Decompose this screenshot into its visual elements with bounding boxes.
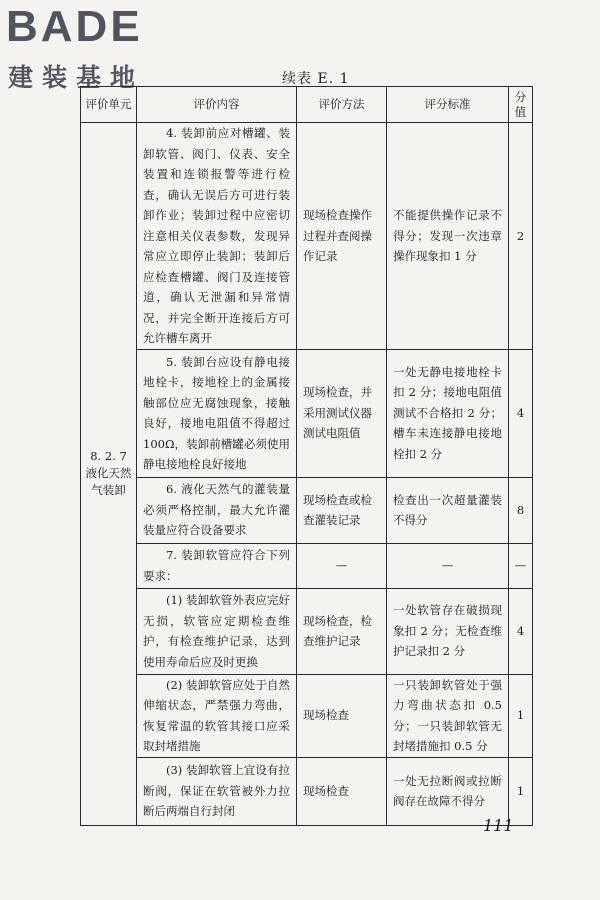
table-header-row (81, 87, 533, 123)
table-caption: 续表 E. 1 (282, 71, 350, 87)
content-cell: (3) 装卸软管上宜设有拉断阀，保证在软管被外力拉断后两端自行封闭 (137, 757, 297, 825)
table-row (81, 588, 533, 674)
header-score: 分值 (509, 87, 533, 123)
criteria-cell: 一处无拉断阀或拉断阀存在故障不得分 (387, 757, 509, 825)
score-cell: 1 (509, 757, 533, 825)
header-criteria: 评分标准 (387, 87, 509, 123)
page-number: 111 (483, 816, 514, 835)
content-cell: 6. 液化天然气的灌装量必须严格控制，最大允许灌装量应符合设备要求 (137, 477, 297, 543)
criteria-cell: — (387, 543, 509, 588)
criteria-cell: 检查出一次超量灌装不得分 (387, 477, 509, 543)
criteria-cell: 一处无静电接地栓卡扣 2 分；接地电阻值测试不合格扣 2 分；槽车未连接静电接地栓扣 2 分 (387, 349, 509, 477)
unit-name: 液化天然气装卸 (85, 466, 132, 498)
table-row (81, 757, 533, 825)
criteria-cell: 不能提供操作记录不得分；发现一次违章操作现象扣 1 分 (387, 123, 509, 350)
score-cell: 4 (509, 349, 533, 477)
content-cell: (2) 装卸软管应处于自然伸缩状态，严禁强力弯曲，恢复常温的软管其接口应采取封堵措施 (137, 674, 297, 757)
header-content: 评价内容 (137, 87, 297, 123)
brand-logo-subtitle: 建装基地 (8, 63, 145, 92)
table-row (81, 477, 533, 543)
method-cell: 现场检查操作过程并查阅操作记录 (297, 123, 387, 350)
method-cell: 现场检查 (297, 674, 387, 757)
table-row (81, 674, 533, 757)
brand-logo: BADE (6, 2, 143, 51)
content-cell: (1) 装卸软管外表应完好无损，软管应定期检查维护，有检查维护记录，达到使用寿命后应及时更换 (137, 588, 297, 674)
content-cell: 7. 装卸软管应符合下列要求： (137, 543, 297, 588)
unit-cell (81, 123, 137, 826)
table-row (81, 123, 533, 350)
criteria-cell: 一只装卸软管处于强力弯曲状态扣 0.5 分；一只装卸软管无封堵措施扣 0.5 分 (387, 674, 509, 757)
table-row (81, 543, 533, 588)
criteria-cell: 一处软管存在破损现象扣 2 分；无检查维护记录扣 2 分 (387, 588, 509, 674)
score-cell: 8 (509, 477, 533, 543)
header-unit: 评价单元 (81, 87, 137, 123)
score-cell: 1 (509, 674, 533, 757)
method-cell: 现场检查或检查灌装记录 (297, 477, 387, 543)
header-method: 评价方法 (297, 87, 387, 123)
method-cell: 现场检查，并采用测试仪器测试电阻值 (297, 349, 387, 477)
table-row (81, 349, 533, 477)
method-cell: 现场检查，检查维护记录 (297, 588, 387, 674)
score-cell: 4 (509, 588, 533, 674)
method-cell: 现场检查 (297, 757, 387, 825)
content-cell: 5. 装卸台应设有静电接地栓卡，接地栓上的金属接触部位应无腐蚀现象，接触良好，接地电阻值不得超过100Ω，装卸前槽罐必须使用静电接地栓良好接地 (137, 349, 297, 477)
content-cell: 4. 装卸前应对槽罐、装卸软管、阀门、仪表、安全装置和连锁报警等进行检查，确认无误后方可进行装卸作业；装卸过程中应密切注意相关仪表参数，发现异常应立即停止装卸；装卸后应检查槽罐、阀门及连接管道，确认无泄漏和异常情况，并完全断开连接后方可允许槽车离开 (137, 123, 297, 350)
evaluation-table (80, 86, 533, 826)
unit-code: 8. 2. 7 (90, 449, 127, 464)
score-cell: 2 (509, 123, 533, 350)
score-cell: — (509, 543, 533, 588)
method-cell: — (297, 543, 387, 588)
